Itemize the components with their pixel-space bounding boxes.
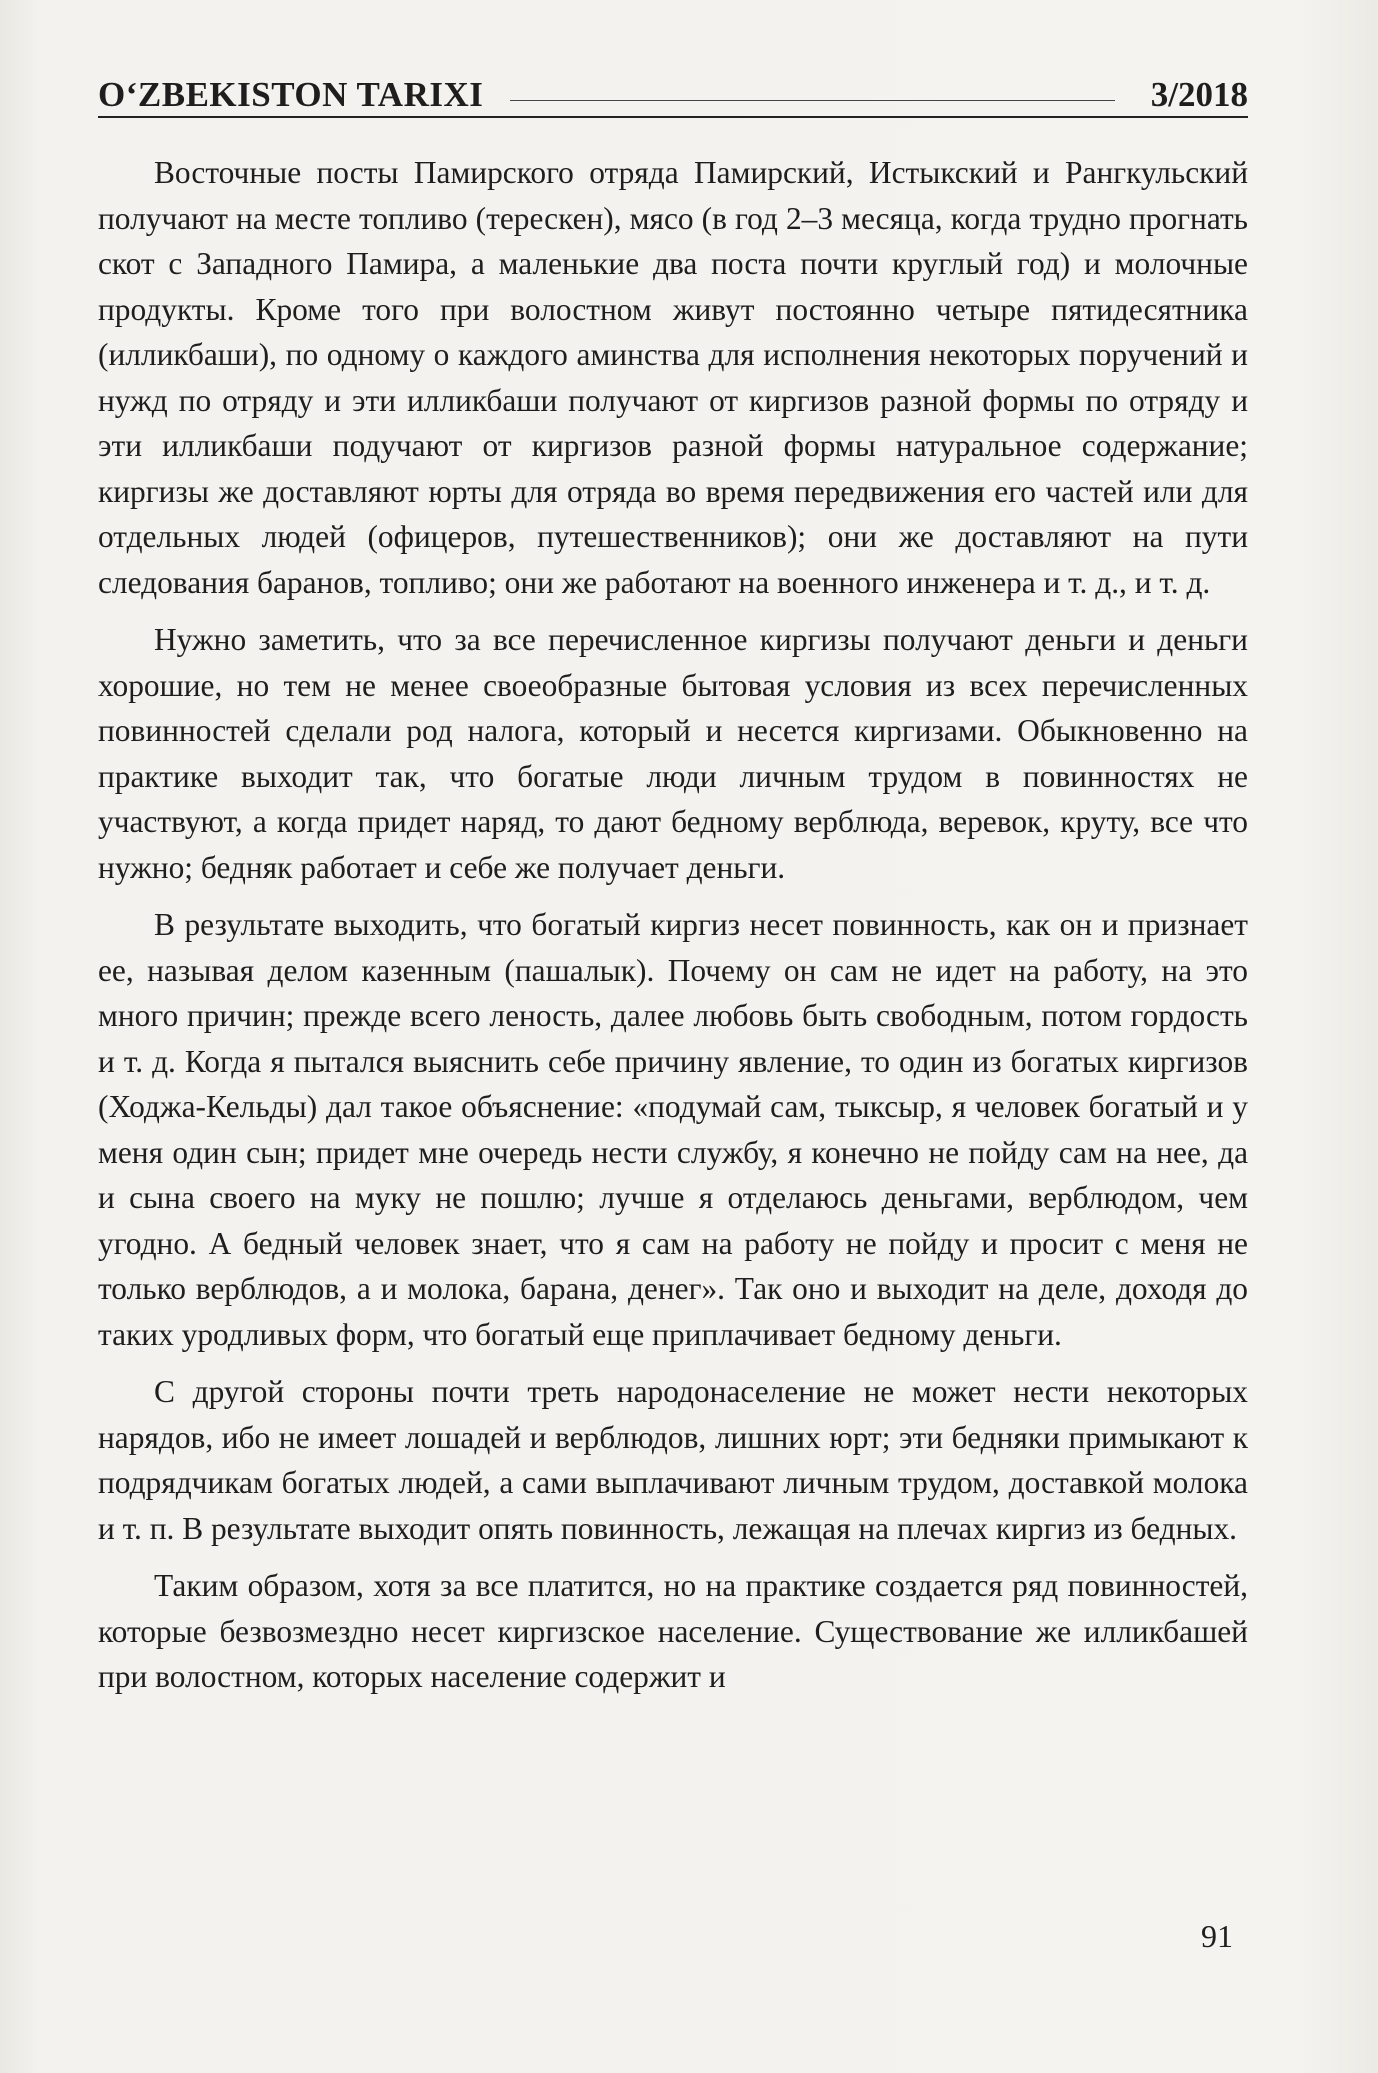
journal-title: O‘ZBEKISTON TARIXI bbox=[98, 75, 484, 114]
paragraph: Восточные посты Памирского отряда Памирский, Истыкский и Рангкульский получают на месте топливо (терескен), мясо (в год 2–3 месяца, когда трудно прогнать скот с Западного Памира, а маленькие два поста почти круглый год) и молочные продукты. Кроме того при волостном живут постоянно четыре пятидесятника (илликбаши), по одному о каждого аминства для исполнения некоторых поручений и нужд по отряду и эти илликбаши получают от киргизов разной формы по отряду и эти илликбаши подучают от киргизов разной формы натуральное содержание; киргизы же доставляют юрты для отряда во время передвижения его частей или для отдельных людей (офицеров, путешественников); они же доставляют на пути следования баранов, топливо; они же работают на военного инженера и т. д., и т. д. bbox=[98, 155, 1248, 600]
issue-number: 3/2018 bbox=[1150, 75, 1248, 114]
paragraph: Нужно заметить, что за все перечисленное киргизы получают деньги и деньги хорошие, но тем не менее своеобразные бытовая условия из всех перечисленных повинностей сделали род налога, который и несется киргизами. Обыкновенно на практике выходит так, что богатые люди личным трудом в повинностях не участвуют, а когда придет наряд, то дают бедному верблюда, веревок, круту, все что нужно; бедняк работает и себе же получает деньги. bbox=[98, 622, 1248, 885]
paragraph: В результате выходить, что богатый киргиз несет повинность, как он и признает ее, называя делом казенным (пашалык). Почему он сам не идет на работу, на это много причин; прежде всего леность, далее любовь быть свободным, потом гордость и т. д. Когда я пытался выяснить себе причину явление, то один из богатых киргизов (Ходжа-Кельды) дал такое объяснение: «подумай сам, тыксыр, я человек богатый и у меня один сын; придет мне очередь нести службу, я конечно не пойду сам на нее, да и сына своего на муку не пошлю; лучше я отделаюсь деньгами, верблюдом, чем угодно. А бедный человек знает, что я сам на работу не пойду и просит с меня не только верблюдов, а и молока, барана, денег». Так оно и выходит на деле, доходя до таких уродливых форм, что богатый еще приплачивает бедному деньги. bbox=[98, 907, 1248, 1352]
paragraph: Таким образом, хотя за все платится, но на практике создается ряд повинностей, которые безвозмездно несет киргизское население. Существование же илликбашей при волостном, которых население содержит и bbox=[98, 1568, 1248, 1694]
header-rule bbox=[98, 116, 1248, 118]
article-body bbox=[98, 150, 1248, 1712]
header-underline bbox=[510, 100, 1115, 101]
running-header bbox=[98, 60, 1248, 120]
page-number: 91 bbox=[1201, 1918, 1233, 1954]
paragraph: С другой стороны почти треть народонаселение не может нести некоторых нарядов, ибо не имеет лошадей и верблюдов, лишних юрт; эти бедняки примыкают к подрядчикам богатых людей, а сами выплачивают личным трудом, доставкой молока и т. п. В результате выходит опять повинность, лежащая на плечах киргиз из бедных. bbox=[98, 1374, 1248, 1546]
